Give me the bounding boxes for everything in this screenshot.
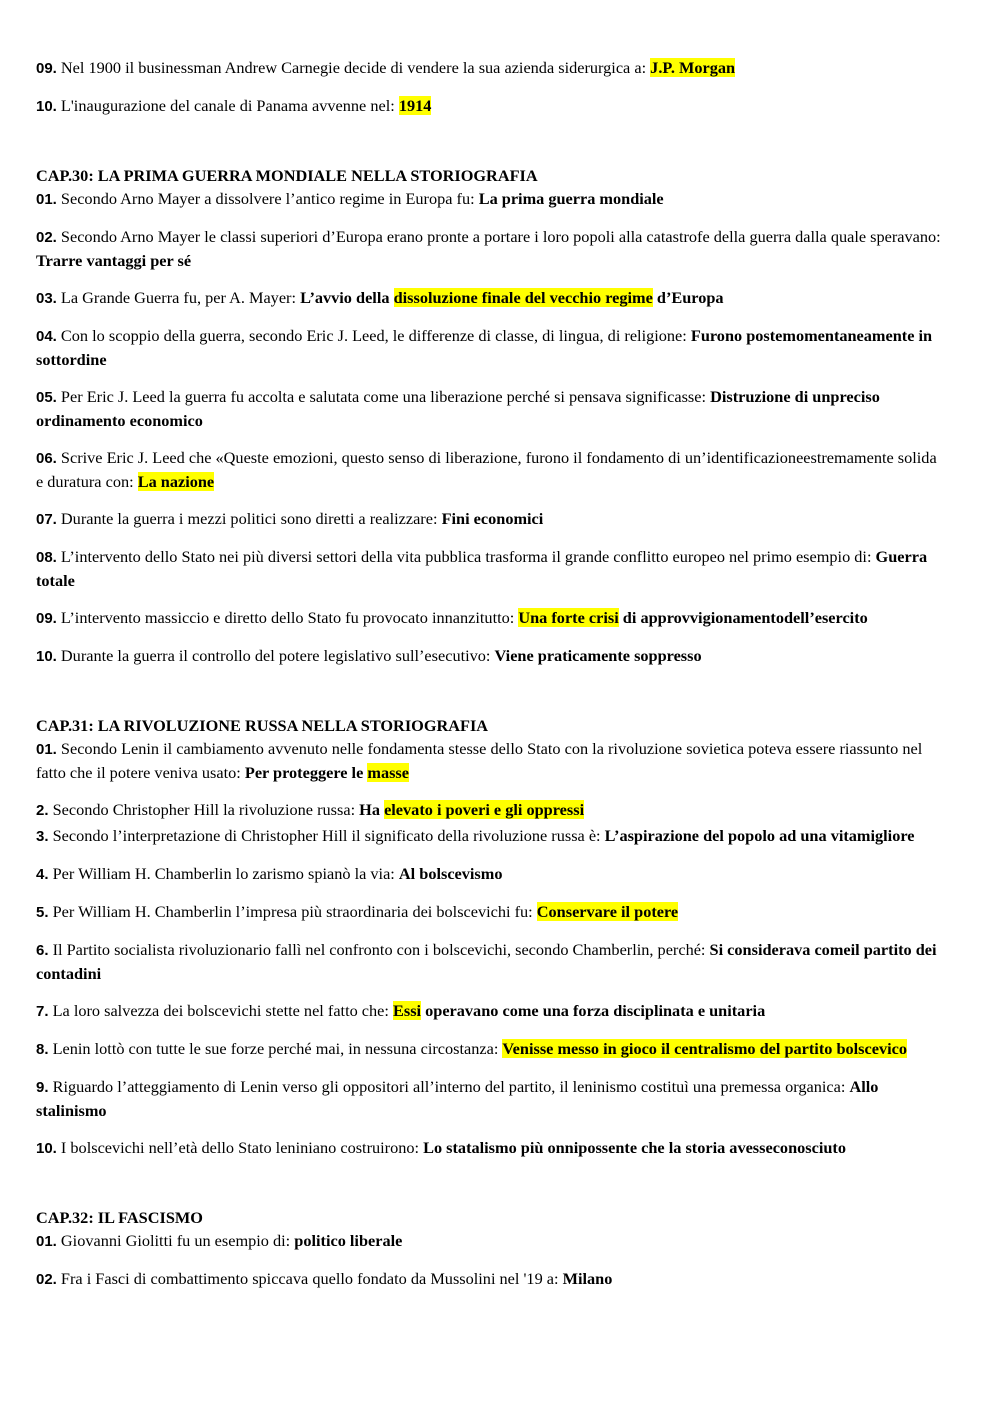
chapter-title: CAP.30: LA PRIMA GUERRA MONDIALE NELLA STORIOGRAFIA	[36, 166, 538, 185]
highlighted-answer: Essi	[393, 1001, 422, 1020]
answer: Si considerava comeil partito dei contadini	[36, 940, 937, 983]
answer: Al bolscevismo	[398, 864, 503, 883]
answer: Guerra totale	[36, 547, 928, 590]
question-item: 2. Secondo Christopher Hill la rivoluzione russa: Ha elevato i poveri e gli oppressi	[36, 800, 585, 819]
highlighted-answer: La nazione	[137, 472, 215, 491]
answer: Viene praticamente soppresso	[494, 646, 702, 665]
answer: operavano come una forza disciplinata e unitaria	[421, 1001, 766, 1020]
highlighted-answer: J.P. Morgan	[650, 58, 736, 77]
question-item: 08. L’intervento dello Stato nei più diversi settori della vita pubblica trasforma il grande conflitto europeo nel primo esempio di: Guerra totale	[36, 547, 928, 590]
question-item: 01. Secondo Arno Mayer a dissolvere l’antico regime in Europa fu: La prima guerra mondiale	[36, 189, 664, 208]
question-item: 4. Per William H. Chamberlin lo zarismo spianò la via: Al bolscevismo	[36, 864, 503, 883]
question-item: 04. Con lo scoppio della guerra, secondo Eric J. Leed, le differenze di classe, di lingua, di religione: Furono postemomentaneamente in sottordine	[36, 326, 933, 369]
question-item: 05. Per Eric J. Leed la guerra fu accolta e salutata come una liberazione perché si pensava significasse: Distruzione di unpreciso ordinamento economico	[36, 387, 880, 430]
question-item: 01. Secondo Lenin il cambiamento avvenuto nelle fondamenta stesse dello Stato con la rivoluzione sovietica poteva essere riassunto nel fatto che il potere veniva usato: Per proteggere le masse	[36, 739, 923, 782]
answer: Fini economici	[441, 509, 544, 528]
answer: Trarre vantaggi per sé	[36, 251, 192, 270]
question-item: 6. Il Partito socialista rivoluzionario fallì nel confronto con i bolscevichi, secondo Chamberlin, perché: Si considerava comeil partito dei contadini	[36, 940, 937, 983]
question-item: 03. La Grande Guerra fu, per A. Mayer: L’avvio della dissoluzione finale del vecchio regime d’Europa	[36, 288, 724, 307]
chapter-title: CAP.32: IL FASCISMO	[36, 1208, 203, 1227]
answer: L’avvio della	[300, 288, 394, 307]
answer: Allo stalinismo	[36, 1077, 879, 1120]
question-item: 8. Lenin lottò con tutte le sue forze perché mai, in nessuna circostanza: Venisse messo in gioco il centralismo del partito bolscevico	[36, 1039, 908, 1058]
question-item: 06. Scrive Eric J. Leed che «Queste emozioni, questo senso di liberazione, furono il fondamento di un’identificazioneestremamente solida e duratura con: La nazione	[36, 448, 937, 491]
question-item: 01. Giovanni Giolitti fu un esempio di: politico liberale	[36, 1231, 403, 1250]
question-item: 09. L’intervento massiccio e diretto dello Stato fu provocato innanzitutto: Una forte crisi di approvvigionamentodell’esercito	[36, 608, 868, 627]
question-item: 10. L'inaugurazione del canale di Panama avvenne nel: 1914	[36, 96, 432, 115]
answer: politico liberale	[294, 1231, 403, 1250]
answer: Ha	[359, 800, 385, 819]
answer: di approvvigionamentodell’esercito	[618, 608, 868, 627]
answer: d’Europa	[652, 288, 724, 307]
highlighted-answer: 1914	[398, 96, 432, 115]
highlighted-answer: Una forte crisi	[518, 608, 619, 627]
question-item: 02. Secondo Arno Mayer le classi superiori d’Europa erano pronte a portare i loro popoli alla catastrofe della guerra dalla quale speravano: Trarre vantaggi per sé	[36, 227, 941, 270]
chapter-title: CAP.31: LA RIVOLUZIONE RUSSA NELLA STORIOGRAFIA	[36, 716, 489, 735]
answer: Furono postemomentaneamente in sottordine	[36, 326, 933, 369]
highlighted-answer: dissoluzione finale del vecchio regime	[393, 288, 653, 307]
question-item: 09. Nel 1900 il businessman Andrew Carnegie decide di vendere la sua azienda siderurgica a: J.P. Morgan	[36, 58, 736, 77]
answer: Milano	[562, 1269, 613, 1288]
highlighted-answer: masse	[367, 763, 409, 782]
highlighted-answer: Conservare il potere	[536, 902, 679, 921]
question-item: 9. Riguardo l’atteggiamento di Lenin verso gli oppositori all’interno del partito, il leninismo costituì una premessa organica: Allo stalinismo	[36, 1077, 879, 1120]
answer: Lo statalismo più onnipossente che la storia avesseconosciuto	[423, 1138, 846, 1157]
answer: Distruzione di unpreciso ordinamento economico	[36, 387, 880, 430]
answer: L’aspirazione del popolo ad una vitamigliore	[604, 826, 915, 845]
question-item: 10. Durante la guerra il controllo del potere legislativo sull’esecutivo: Viene praticamente soppresso	[36, 646, 702, 665]
question-item: 02. Fra i Fasci di combattimento spiccava quello fondato da Mussolini nel '19 a: Milano	[36, 1269, 613, 1288]
question-item: 07. Durante la guerra i mezzi politici sono diretti a realizzare: Fini economici	[36, 509, 544, 528]
question-item: 10. I bolscevichi nell’età dello Stato leniniano costruirono: Lo statalismo più onnipossente che la storia avesseconosciuto	[36, 1138, 846, 1157]
highlighted-answer: elevato i poveri e gli oppressi	[384, 800, 585, 819]
answer: Per proteggere le	[244, 763, 368, 782]
question-item: 7. La loro salvezza dei bolscevichi stette nel fatto che: Essi operavano come una forza disciplinata e unitaria	[36, 1001, 766, 1020]
answer: La prima guerra mondiale	[478, 189, 664, 208]
question-item: 3. Secondo l’interpretazione di Christopher Hill il significato della rivoluzione russa è: L’aspirazione del popolo ad una vitamigliore	[36, 826, 915, 845]
question-item: 5. Per William H. Chamberlin l’impresa più straordinaria dei bolscevichi fu: Conservare il potere	[36, 902, 679, 921]
highlighted-answer: Venisse messo in gioco il centralismo del partito bolscevico	[502, 1039, 908, 1058]
